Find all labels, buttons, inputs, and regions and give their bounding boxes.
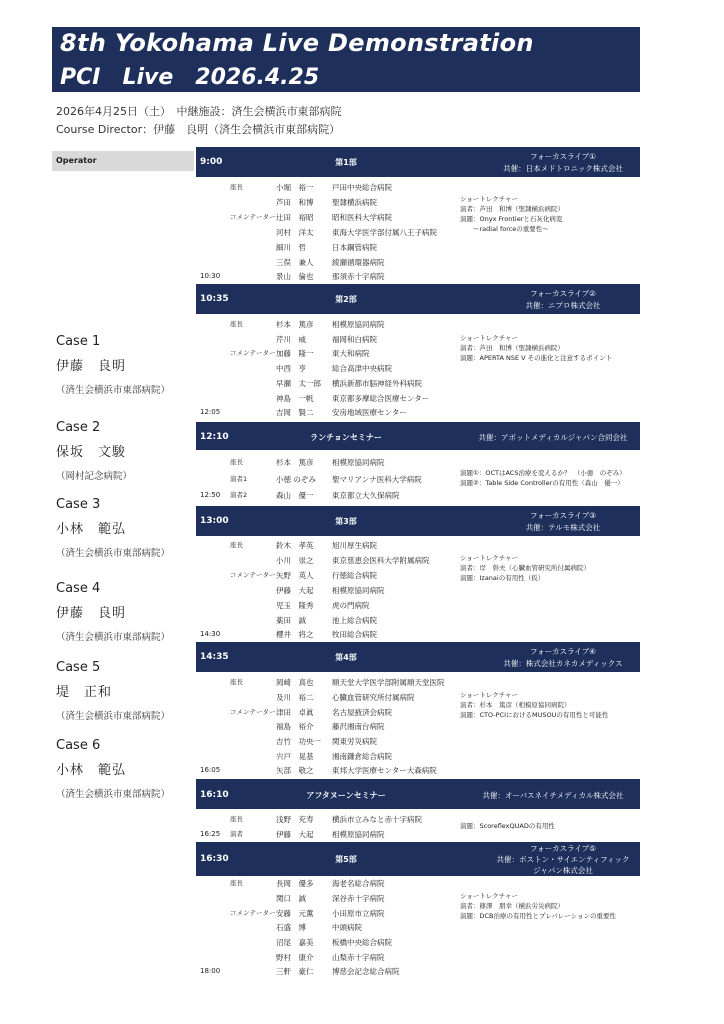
- person-name: 細川 哲: [276, 243, 306, 252]
- cosponsor: 共催：アボットメディカルジャパン合同会社: [478, 433, 628, 442]
- person-hospital: 福岡和白病院: [332, 335, 377, 344]
- person-hospital: 中頭病院: [332, 923, 362, 932]
- session-end-time: 10:30: [200, 272, 221, 280]
- session-name: 第3部: [335, 517, 357, 526]
- seminar-lectures: [460, 821, 555, 831]
- person-name: 森山 優一: [276, 491, 314, 500]
- session-end-time: 12:05: [200, 408, 221, 416]
- case-block: [56, 420, 132, 482]
- person-name: 及川 裕二: [276, 693, 314, 702]
- person-name: 河村 洋太: [276, 228, 314, 237]
- session-name: 第5部: [335, 855, 357, 864]
- short-lecture: [460, 194, 564, 234]
- person-name: 矢部 敬之: [276, 766, 314, 775]
- person-hospital: 湘南鎌倉総合病院: [332, 752, 392, 761]
- session-end-time: 14:30: [200, 630, 221, 638]
- lecture-line: ショートレクチャー: [460, 334, 519, 342]
- cosponsor: 共催：ボストン・サイエンティフィック: [496, 855, 630, 864]
- operator-column-header: Operator: [52, 151, 194, 171]
- case-number: Case 4: [56, 581, 101, 596]
- lecture-line: 演題：DCB治療の有用性とプレパレーションの重要性: [460, 912, 617, 920]
- person-hospital: 東京都立大久保病院: [332, 491, 400, 500]
- lecture-line: ショートレクチャー: [460, 195, 519, 203]
- person-name: 宍戸 晃基: [276, 752, 314, 761]
- person-name: 三俣 兼人: [276, 258, 314, 267]
- case-operator: 伊藤 良明: [56, 606, 127, 621]
- cosponsor-continued: ジャパン株式会社: [533, 866, 593, 875]
- role-label: 演者2: [230, 491, 248, 499]
- person-hospital: 虎の門病院: [332, 601, 370, 610]
- role-label: コメンテーター: [230, 909, 276, 917]
- role-label: コメンテーター: [230, 571, 276, 579]
- person-name: 景山 倫也: [276, 272, 314, 281]
- person-hospital: 東邦大学医療センター大森病院: [332, 766, 437, 775]
- person-hospital: 相模原協同病院: [332, 458, 385, 467]
- person-name: 早瀬 太一郎: [276, 379, 321, 388]
- person-name: 杉本 篤彦: [276, 458, 314, 467]
- role-label: 座長: [230, 879, 243, 887]
- short-lecture: [460, 891, 616, 921]
- case-number: Case 5: [56, 660, 101, 675]
- session-start-time: 16:30: [200, 854, 229, 864]
- person-hospital: 池上総合病院: [332, 616, 377, 625]
- person-name: 小徳 のぞみ: [276, 475, 316, 484]
- person-hospital: 総合高津中央病院: [332, 364, 392, 373]
- person-name: 伊藤 大起: [276, 586, 314, 595]
- lecture-line: 演者：杉本 篤彦（相模原協同病院）: [460, 701, 571, 709]
- person-name: 芦田 和博: [276, 198, 314, 207]
- case-block: [56, 581, 170, 643]
- person-hospital: 東京都多摩総合医療センター: [332, 394, 430, 403]
- person-hospital: 東大和病院: [332, 349, 370, 358]
- role-label: 座長: [230, 815, 243, 823]
- person-name: 安藤 元薫: [276, 909, 314, 918]
- person-name: 野村 康介: [276, 953, 314, 962]
- role-label: コメンテーター: [230, 349, 276, 357]
- focus-live-label: フォーカスライブ③: [530, 511, 596, 520]
- lecture-line: ～radial forceの重要性～: [460, 225, 549, 233]
- person-hospital: 那須赤十字病院: [332, 272, 385, 281]
- session-name: アフタヌーンセミナー: [306, 791, 386, 800]
- session-header: [196, 842, 640, 876]
- cosponsor: 共催：オーバスネイチメディカル株式会社: [482, 791, 624, 800]
- person-name: 津田 卓眞: [276, 708, 314, 717]
- person-hospital: 戸田中央総合病院: [332, 183, 392, 192]
- session-start-time: 14:35: [200, 652, 229, 662]
- case-block: [56, 738, 170, 800]
- lecture-line: 演者：芦田 和博（聖隷横浜病院）: [460, 205, 564, 213]
- person-hospital: 相模原協同病院: [332, 320, 385, 329]
- person-hospital: 博慈会記念総合病院: [332, 967, 400, 976]
- person-name: 辻田 裕昭: [276, 213, 314, 222]
- role-label: 座長: [230, 458, 243, 466]
- case-block: [56, 334, 170, 396]
- person-name: 神島 一帆: [276, 394, 314, 403]
- event-subtitle: PCI Live 2026.4.25: [60, 65, 320, 90]
- case-hospital: （済生会横浜市東部病院）: [56, 548, 171, 559]
- case-operator: 堤 正和: [56, 685, 113, 700]
- person-hospital: 藤沢湘南台病院: [332, 722, 385, 731]
- person-hospital: 小田原市立病院: [332, 909, 385, 918]
- person-name: 薬田 誠: [276, 616, 306, 625]
- event-title: 8th Yokohama Live Demonstration: [60, 29, 534, 57]
- person-name: 吉岡 賢二: [276, 408, 314, 417]
- person-name: 福島 裕介: [276, 722, 314, 731]
- person-hospital: 相模原協同病院: [332, 830, 385, 839]
- person-name: 伊藤 大起: [276, 830, 314, 839]
- person-hospital: 相模原協同病院: [332, 586, 385, 595]
- seminar-header: [196, 422, 640, 450]
- case-number: Case 3: [56, 497, 101, 512]
- person-name: 関口 誠: [276, 894, 306, 903]
- person-hospital: 昭和医科大学病院: [332, 213, 392, 222]
- person-hospital: 横浜市立みなと赤十字病院: [332, 815, 422, 824]
- person-name: 岡崎 真也: [276, 678, 314, 687]
- cosponsor: 共催：日本メドトロニック株式会社: [503, 164, 623, 173]
- session-name: ランチョンセミナー: [310, 433, 382, 442]
- person-hospital: 横浜新都市脳神経外科病院: [332, 379, 422, 388]
- person-hospital: 聖マリアンナ医科大学病院: [332, 475, 422, 484]
- person-name: 小堀 裕一: [276, 183, 314, 192]
- title-banner: [52, 27, 640, 92]
- session-header: [196, 642, 640, 672]
- role-label: 演者: [230, 830, 243, 838]
- session-header: [196, 506, 640, 536]
- person-name: 沼尾 嘉美: [276, 938, 314, 947]
- case-number: Case 2: [56, 420, 101, 435]
- person-hospital: 東京慈恵会医科大学附属病院: [332, 556, 430, 565]
- session-name: 第4部: [335, 653, 357, 662]
- person-name: 鈴木 孝英: [276, 541, 314, 550]
- session-end-time: 16:05: [200, 766, 221, 774]
- focus-live-label: フォーカスライブ②: [530, 289, 596, 298]
- case-hospital: （岡村記念病院）: [56, 471, 133, 482]
- case-hospital: （済生会横浜市東部病院）: [56, 711, 171, 722]
- role-label: 座長: [230, 183, 243, 191]
- lecture-line: 演者：芦田 和博（聖隷横浜病院）: [460, 344, 564, 352]
- focus-live-label: フォーカスライブ①: [530, 152, 596, 161]
- cosponsor: 共催：ニプロ株式会社: [525, 301, 601, 310]
- person-hospital: 旭川厚生病院: [332, 541, 377, 550]
- person-hospital: 順天堂大学医学部附属順天堂医院: [332, 678, 445, 687]
- person-name: 小川 崇之: [276, 556, 314, 565]
- person-hospital: 海老名総合病院: [332, 879, 385, 888]
- person-hospital: 聖隷横浜病院: [332, 198, 377, 207]
- session-end-time: 16:25: [200, 830, 221, 838]
- role-label: 演者1: [230, 475, 248, 483]
- session-name: 第2部: [335, 295, 357, 304]
- person-hospital: 安房地域医療センター: [332, 408, 407, 417]
- role-label: 座長: [230, 320, 243, 328]
- session-start-time: 16:10: [200, 790, 229, 800]
- session-header: [196, 284, 640, 314]
- lecture-line: 演題：CTO-PCIにおけるMUSOUの有用性と可能性: [460, 711, 609, 719]
- case-operator: 伊藤 良明: [56, 359, 127, 374]
- person-name: 石盛 博: [276, 923, 306, 932]
- session-name: 第1部: [335, 158, 357, 167]
- session-header: [196, 147, 640, 177]
- course-director-line: Course Director：伊藤 良明（済生会横浜市東部病院）: [56, 123, 341, 136]
- person-name: 浅野 充寿: [276, 815, 314, 824]
- person-hospital: 関東労災病院: [332, 737, 377, 746]
- lecture-line: 演者：岸 幹夫（心臓血管研究所付属病院）: [460, 564, 590, 572]
- cosponsor: 共催：株式会社カネカメディックス: [503, 659, 623, 668]
- lecture-line: 演題①：OCTはACS治療を変えるか？ （小徳 のぞみ）: [460, 469, 626, 477]
- seminar-header: [196, 779, 640, 809]
- person-hospital: 東海大学医学部付属八王子病院: [332, 228, 437, 237]
- person-hospital: 深谷赤十字病院: [332, 894, 385, 903]
- short-lecture: [460, 333, 612, 363]
- person-name: 芹川 威: [276, 335, 306, 344]
- lecture-line: ショートレクチャー: [460, 554, 519, 562]
- person-name: 加藤 隆一: [276, 349, 314, 358]
- session-end-time: 12:50: [200, 491, 221, 499]
- case-operator: 小林 範弘: [56, 763, 127, 778]
- lecture-line: 演題②：Table Side Controllerの有用性（森山 優一）: [460, 479, 624, 487]
- person-hospital: 山梨赤十字病院: [332, 953, 385, 962]
- case-number: Case 1: [56, 334, 101, 349]
- person-name: 三軒 豪仁: [276, 967, 314, 976]
- person-hospital: 牧田総合病院: [332, 630, 377, 639]
- session-end-time: 18:00: [200, 967, 221, 975]
- lecture-line: ショートレクチャー: [460, 892, 519, 900]
- person-name: 吉竹 功央一: [276, 737, 321, 746]
- case-hospital: （済生会横浜市東部病院）: [56, 385, 171, 396]
- seminar-lectures: [460, 468, 626, 488]
- person-name: 長岡 優多: [276, 879, 314, 888]
- lecture-line: 演者：篠澤 朋幸（横浜労災病院）: [460, 902, 564, 910]
- date-venue-line: 2026年4月25日（土） 中継施設：済生会横浜市東部病院: [56, 105, 342, 118]
- lecture-line: 演題：Izanaiの有用性（仮）: [460, 574, 545, 582]
- lecture-line: ショートレクチャー: [460, 691, 519, 699]
- case-operator: 小林 範弘: [56, 522, 127, 537]
- case-hospital: （済生会横浜市東部病院）: [56, 789, 171, 800]
- case-operator: 保坂 文駿: [56, 445, 127, 460]
- short-lecture: [460, 690, 608, 720]
- role-label: コメンテーター: [230, 213, 276, 221]
- person-hospital: 心臓血管研究所付属病院: [332, 693, 415, 702]
- session-start-time: 9:00: [200, 157, 223, 167]
- focus-live-label: フォーカスライブ④: [530, 647, 596, 656]
- case-hospital: （済生会横浜市東部病院）: [56, 632, 171, 643]
- person-hospital: 行徳総合病院: [332, 571, 377, 580]
- cosponsor: 共催：テルモ株式会社: [525, 523, 601, 532]
- session-start-time: 12:10: [200, 432, 229, 442]
- case-block: [56, 660, 170, 722]
- person-hospital: 名古屋掖済会病院: [332, 708, 392, 717]
- person-hospital: 日本鋼管病院: [332, 243, 377, 252]
- person-name: 矢野 英人: [276, 571, 314, 580]
- session-start-time: 13:00: [200, 516, 229, 526]
- lecture-line: 演題：ScoreflexQUADの有用性: [460, 822, 555, 830]
- focus-live-label: フォーカスライブ⑤: [530, 844, 596, 853]
- case-number: Case 6: [56, 738, 101, 753]
- lecture-line: 演題：Onyx Frontierと石灰化病変: [460, 215, 563, 223]
- person-name: 中西 亨: [276, 364, 306, 373]
- session-start-time: 10:35: [200, 294, 229, 304]
- role-label: 座長: [230, 541, 243, 549]
- person-name: 櫻井 将之: [276, 630, 314, 639]
- person-hospital: 板橋中央総合病院: [332, 938, 392, 947]
- person-name: 児玉 隆秀: [276, 601, 314, 610]
- short-lecture: [460, 553, 590, 583]
- case-block: [56, 497, 170, 559]
- role-label: コメンテーター: [230, 708, 276, 716]
- role-label: 座長: [230, 678, 243, 686]
- person-name: 杉本 篤彦: [276, 320, 314, 329]
- lecture-line: 演題：APERTA NSE V その進化と注意するポイント: [460, 354, 613, 362]
- person-hospital: 綾瀬循環器病院: [332, 258, 385, 267]
